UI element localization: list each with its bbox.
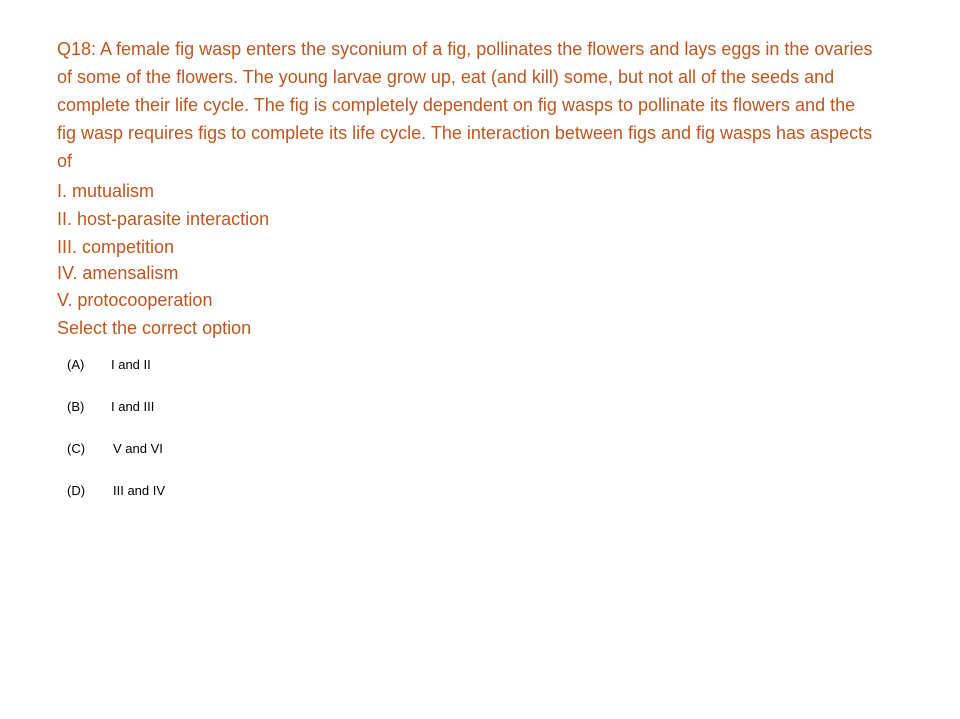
option-d[interactable] bbox=[67, 480, 165, 522]
option-letter: (C) bbox=[67, 441, 86, 456]
statement-item: II. host-parasite interaction bbox=[57, 209, 270, 229]
option-b[interactable] bbox=[67, 396, 165, 438]
select-prompt: Select the correct option bbox=[57, 318, 252, 338]
option-text: III and IV bbox=[113, 483, 166, 498]
option-c[interactable] bbox=[67, 438, 165, 480]
statement-item: V. protocooperation bbox=[57, 290, 213, 310]
option-letter: (B) bbox=[67, 399, 85, 414]
statement-item: I. mutualism bbox=[57, 181, 155, 201]
option-text: I and II bbox=[111, 357, 151, 372]
statement-item: III. competition bbox=[57, 237, 175, 257]
option-letter: (D) bbox=[67, 483, 86, 498]
statement-item: IV. amensalism bbox=[57, 263, 179, 283]
option-text: I and III bbox=[111, 399, 155, 414]
statement-list bbox=[57, 177, 269, 314]
option-letter: (A) bbox=[67, 357, 85, 372]
question-text: Q18: A female fig wasp enters the syconium of a fig, pollinates the flowers and lays eggs in the ovaries of some of the flowers. The young larvae grow up, eat (and kill) some, but not all of the seeds and complete their life cycle. The fig is completely dependent on fig wasps to pollinate its flowers and the fig wasp requires figs to complete its life cycle. The interaction between figs and fig wasps has aspects of bbox=[57, 39, 873, 171]
option-text: V and VI bbox=[113, 441, 163, 456]
option-a[interactable] bbox=[67, 354, 165, 396]
answer-options bbox=[67, 354, 165, 522]
